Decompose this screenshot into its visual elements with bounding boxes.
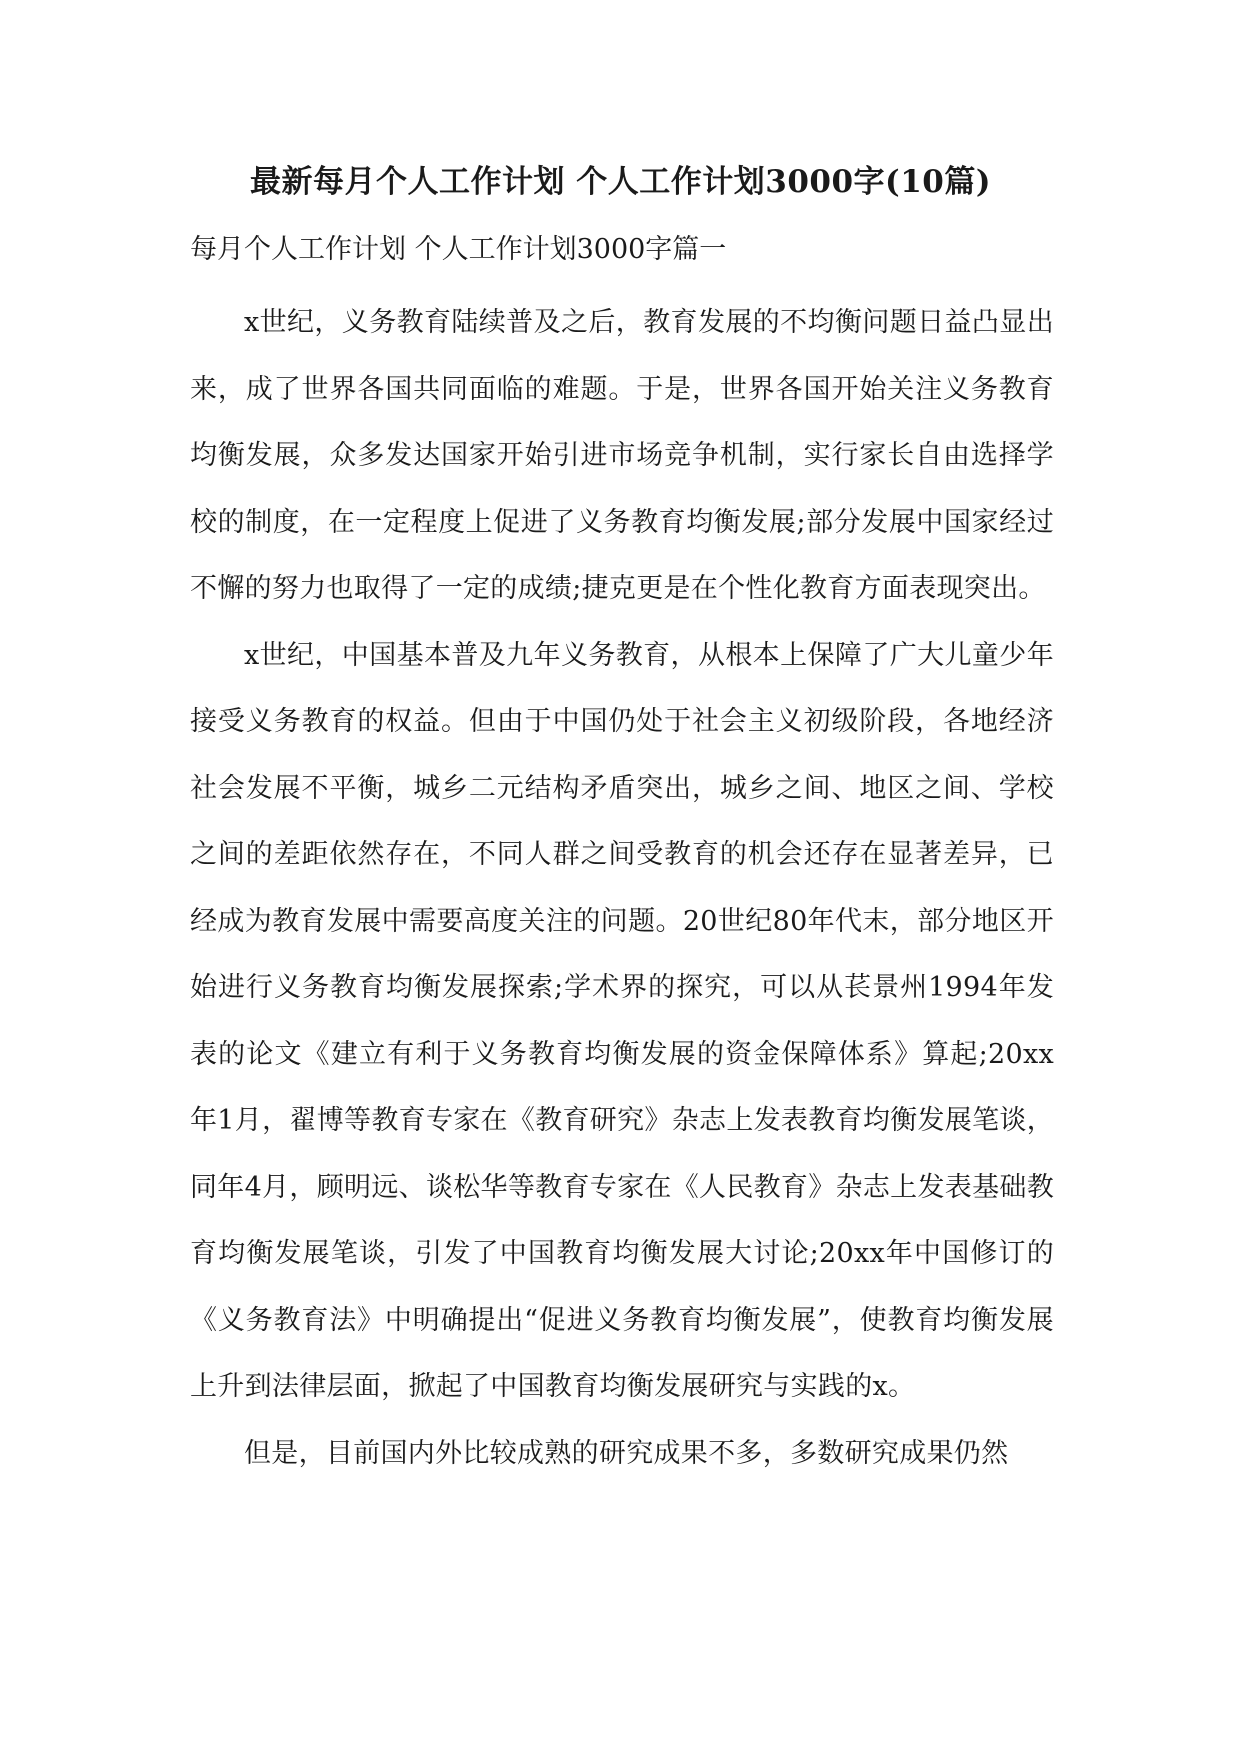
section-heading: 每月个人工作计划 个人工作计划3000字篇一 — [190, 234, 727, 265]
document-body — [190, 290, 1054, 1487]
paragraph: 但是，目前国内外比较成熟的研究成果不多，多数研究成果仍然 — [244, 1437, 1009, 1469]
paragraph: x世纪，义务教育陆续普及之后，教育发展的不均衡问题日益凸显出来，成了世界各国共同面临的难题。于是，世界各国开始关注义务教育均衡发展，众多发达国家开始引进市场竞争机制，实行家长自由选择学校的制度，在一定程度上促进了义务教育均衡发展;部分发展中国家经过不懈的努力也取得了一定的成绩;捷克更是在个性化教育方面表现突出。 — [190, 307, 1054, 604]
document-title: 最新每月个人工作计划 个人工作计划3000字(10篇) — [249, 164, 992, 200]
paragraph: x世纪，中国基本普及九年义务教育，从根本上保障了广大儿童少年接受义务教育的权益。但由于中国仍处于社会主义初级阶段，各地经济社会发展不平衡，城乡二元结构矛盾突出，城乡之间、地区之间、学校之间的差距依然存在，不同人群之间受教育的机会还存在显著差异，已经成为教育发展中需要高度关注的问题。20世纪80年代末，部分地区开始进行义务教育均衡发展探索;学术界的探究，可以从苌景州1994年发表的论文《建立有利于义务教育均衡发展的资金保障体系》算起;20xx年1月，翟博等教育专家在《教育研究》杂志上发表教育均衡发展笔谈，同年4月，顾明远、谈松华等教育专家在《人民教育》杂志上发表基础教育均衡发展笔谈，引发了中国教育均衡发展大讨论;20xx年中国修订的《义务教育法》中明确提出“促进义务教育均衡发展”，使教育均衡发展上升到法律层面，掀起了中国教育均衡发展研究与实践的x。 — [190, 639, 1054, 1402]
